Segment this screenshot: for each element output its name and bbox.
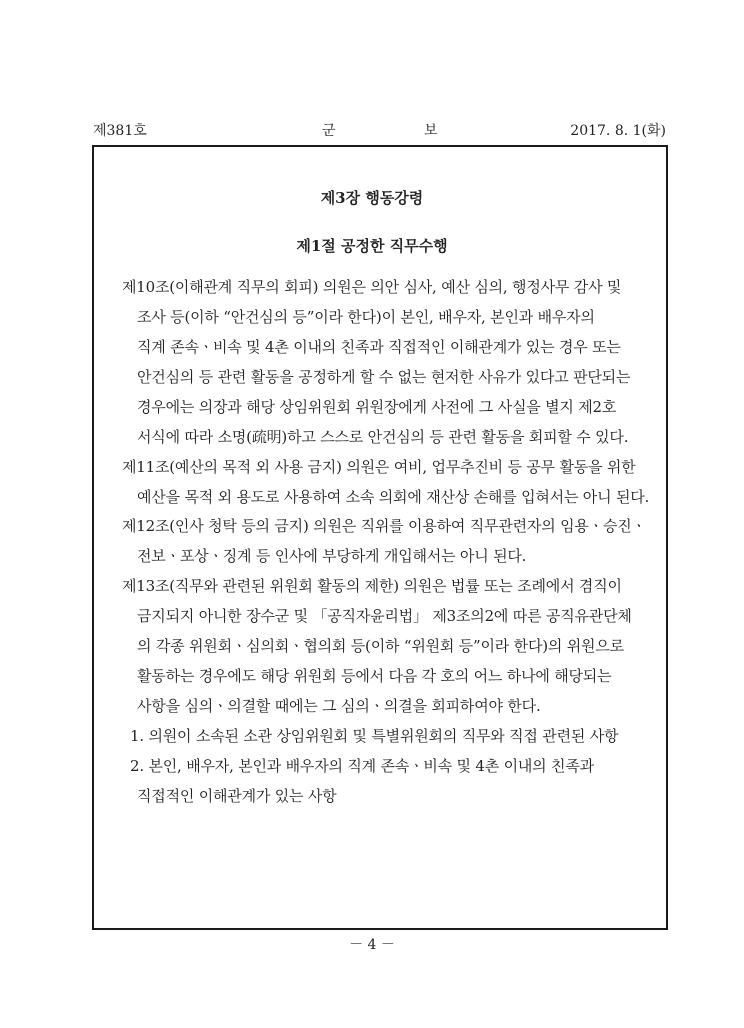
article-13-line-4: 활동하는 경우에도 해당 위원회 등에서 다음 각 호의 어느 하나에 해당되는	[137, 667, 612, 685]
article-12-line-2: 전보ㆍ포상ㆍ징계 등 인사에 부당하게 개입해서는 아니 된다.	[137, 547, 527, 565]
article-13-line-3: 의 각종 위원회ㆍ심의회ㆍ협의회 등(이하 “위원회 등”이라 한다)의 위원으로	[137, 637, 624, 655]
section-title: 제1절 공정한 직무수행	[296, 237, 448, 255]
clause-2-line-2: 직접적인 이해관계가 있는 사항	[137, 787, 337, 805]
article-10-line-4: 안건심의 등 관련 활동을 공정하게 할 수 없는 현저한 사유가 있다고 판단되는	[137, 368, 631, 386]
issue-number: 제381호	[93, 123, 147, 139]
article-10-line-6: 서식에 따라 소명(疏明)하고 스스로 안건심의 등 관련 활동을 회피할 수 있다.	[137, 428, 629, 446]
clause-1: 1. 의원이 소속된 소관 상임위원회 및 특별위원회의 직무와 직접 관련된 사항	[130, 727, 619, 745]
article-10-line-5: 경우에는 의장과 해당 상임위원회 위원장에게 사전에 그 사실을 별지 제2호	[137, 398, 617, 416]
article-11-line-1: 제11조(예산의 목적 외 사용 금지) 의원은 여비, 업무추진비 등 공무 활동을 위한	[122, 458, 636, 476]
article-11-line-2: 예산을 목적 외 용도로 사용하여 소속 의회에 재산상 손해를 입혀서는 아니 된다.	[137, 488, 650, 506]
chapter-title: 제3장 행동강령	[320, 189, 424, 207]
article-12-line-1: 제12조(인사 청탁 등의 금지) 의원은 직위를 이용하여 직무관련자의 임용ㆍ승진ㆍ	[122, 517, 646, 535]
publication-name-part-1: 군	[322, 123, 336, 139]
article-10-line-2: 조사 등(이하 “안건심의 등”이라 한다)이 본인, 배우자, 본인과 배우자의	[137, 308, 595, 326]
publication-name-part-2: 보	[424, 123, 438, 139]
content-frame	[92, 145, 668, 930]
publication-date: 2017. 8. 1(화)	[570, 123, 666, 139]
page-number: － 4 －	[349, 937, 395, 953]
article-10-line-1: 제10조(이해관계 직무의 회피) 의원은 의안 심사, 예산 심의, 행정사무 감사 및	[122, 278, 622, 296]
article-10-line-3: 직계 존속ㆍ비속 및 4촌 이내의 친족과 직접적인 이해관계가 있는 경우 또는	[137, 338, 621, 356]
article-13-line-2: 금지되지 아니한 장수군 및 「공직자윤리법」 제3조의2에 따른 공직유관단체	[137, 607, 632, 625]
clause-2-line-1: 2. 본인, 배우자, 본인과 배우자의 직계 존속ㆍ비속 및 4촌 이내의 친족과	[130, 757, 594, 775]
article-13-line-5: 사항을 심의ㆍ의결할 때에는 그 심의ㆍ의결을 회피하여야 한다.	[137, 697, 541, 715]
article-13-line-1: 제13조(직무와 관련된 위원회 활동의 제한) 의원은 법률 또는 조례에서 겸직이	[122, 577, 622, 595]
